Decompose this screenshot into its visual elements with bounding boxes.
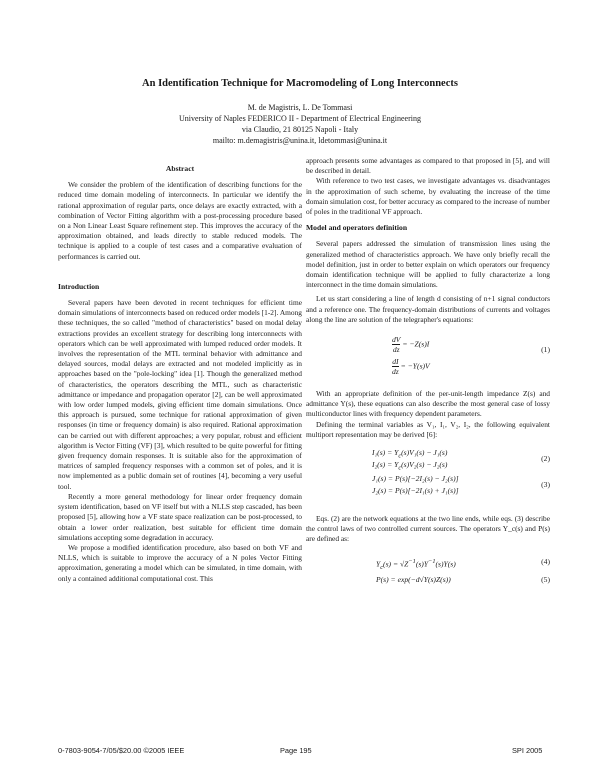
abstract-text: We consider the problem of the identification of describing functions for the reduced time domain modeling of interconnects. In particular we identify the rational approximation of regular parts, once delays are exactly extracted, with a combination of Vector Fitting algorithm with a post-processing procedure based on a Non Linear Least Square refinement step. This improves the accuracy of the approximation obtained, and leads directly to stable reduced models. The technique is applied to a couple of test cases and a comparative evaluation of performances is carried out.	[58, 180, 302, 261]
equation-3-number: (3)	[541, 480, 550, 490]
intro-paragraph-1: Several papers have been devoted in recent techniques for efficient time domain simulations of interconnects based on reduced order models [1-2]. Among these techniques, the so called "method of characteristics" based on modal delay extractions provides an excellent strategy for describing long interconnects with operators which can be well approximated with lumped reduced order models. It involves the representation of the MTL terminal behavior with admittance and delayed sources, modal delays are extracted and not modeled implicitly as in approaches based on the "pole-locking" idea [1]. Though the generalized method of characteristics, the operators describing the MTL, such as characteristic admittance or impedance and propagation operator [2], can be well approximated with low order lumped models, giving efficient time domain simulations. Once this approach is pursued, some technique for rational approximation of given responses (in time or frequency domain) is also required. Rational approximation can be carried out with different approaches; a very popular, robust and efficient algorithm is Vector Fitting (VF) [3], which resulted to be quite powerful for fitting given frequency domain responses. It is suitable also for the approximation of matrices of sampled frequency responses with a common set of poles, and it is now implemented as a public domain set of routines [4], becoming a very useful tool.	[58, 298, 302, 491]
right-paragraph-2: With reference to two test cases, we investigate advantages vs. disadvantages in the approximation of such scheme, by evaluating the increase of the time domain simulation cost, for better accuracy as compared to the increase of number of poles in the traditional VF approach.	[306, 176, 551, 217]
model-heading: Model and operators definition	[306, 223, 408, 233]
equation-5-number: (5)	[541, 574, 550, 584]
footer-isbn: 0-7803-9054-7/05/$20.00 ©2005 IEEE	[58, 746, 185, 755]
equation-2-number: (2)	[541, 454, 550, 464]
authors: M. de Magistris, L. De Tommasi	[247, 103, 353, 112]
address: via Claudio, 21 80125 Napoli - Italy	[241, 125, 359, 134]
right-paragraph-1: approach presents some advantages as compared to that proposed in [5], and will be described in detail.	[306, 156, 550, 176]
equation-1-number: (1)	[541, 345, 550, 355]
equations-2-3: $I_1(s) = Y_c(s)V_1(s) - J_1(s)$ $I_2(s) = Y_c(s)V_2(s) - J_2(s)$ J₁(s) = P(s)[−2I₂(s) − J₂(s)] J₂(s) = P(s)[−2I₁(s) + J₁(s)] (2) (3)	[372, 448, 550, 496]
intro-paragraph-2: Recently a more general methodology for linear order frequency domain system identification, based on VF itself but with a NLLS step cascaded, has been proposed [5], allowing how a VF state space realization can be post-processed, to obtain a lower order realization, best suitable for efficient time domain simulations accepting some degradation in accuracy.	[58, 491, 302, 542]
right-paragraph-6: Defining the terminal variables as V₁, I₁, V₂, I₂, the following equivalent multiport representation may be derived [6]:	[306, 419, 550, 439]
footer-page-number: Page 195	[280, 746, 312, 755]
right-column	[306, 156, 550, 595]
affiliation: University of Naples FEDERICO II - Department of Electrical Engineering	[179, 114, 421, 123]
right-paragraph-5: With an appropriate definition of the per-unit-length impedance Z(s) and admittance Y(s), these equations can also describe the most general case of lossy multiconductor lines with frequency dependent parameters.	[306, 389, 550, 419]
equations-4-5: $Y_c(s) = √Z^{-1}(s)Y^{-1}(s)Y(s)$ P(s) = exp(−d√Y(s)Z(s)) (4) (5)	[376, 556, 550, 584]
abstract-heading: Abstract	[165, 164, 195, 173]
right-paragraph-3: Several papers addressed the simulation of transmission lines using the generalized method of characteristics approach. We have only briefly recall the model definition, just in order to better explain on which operators our frequency domain identification technique will be applied to fully characterize a long interconnect in the time domain simulations.	[306, 239, 550, 290]
paper-title: An Identification Technique for Macromodeling of Long Interconnects	[142, 78, 458, 89]
right-paragraph-4: Let us start considering a line of length d consisting of n+1 signal conductors and a reference one. The frequency-domain distributions of currents and voltages along the line are solution of the telegrapher's equations:	[306, 294, 550, 324]
equation-1: $\frac{dV}{dz}$ = −Z(s)I $\frac{dI}{dz}$ = −Y(s)V (1)	[392, 335, 550, 377]
left-column	[58, 164, 302, 584]
equation-4-number: (4)	[541, 556, 550, 566]
right-paragraph-7: Eqs. (2) are the network equations at the two line ends, while eqs. (3) describe the control laws of two controlled current sources. The operators Y_c(s) and P(s) are defined as:	[306, 514, 550, 544]
email: mailto: m.demagistris@unina.it, ldetommasi@unina.it	[212, 136, 388, 145]
intro-paragraph-3: We propose a modified identification procedure, also based on both VF and NLLS, which is suitable to improve the accuracy of a N poles Vector Fitting approximation, generating a model which can be simulated, in time domain, with only a contained additional computational cost. This	[58, 542, 302, 583]
footer-conference: SPI 2005	[512, 746, 543, 755]
intro-heading: Introduction	[58, 281, 100, 291]
